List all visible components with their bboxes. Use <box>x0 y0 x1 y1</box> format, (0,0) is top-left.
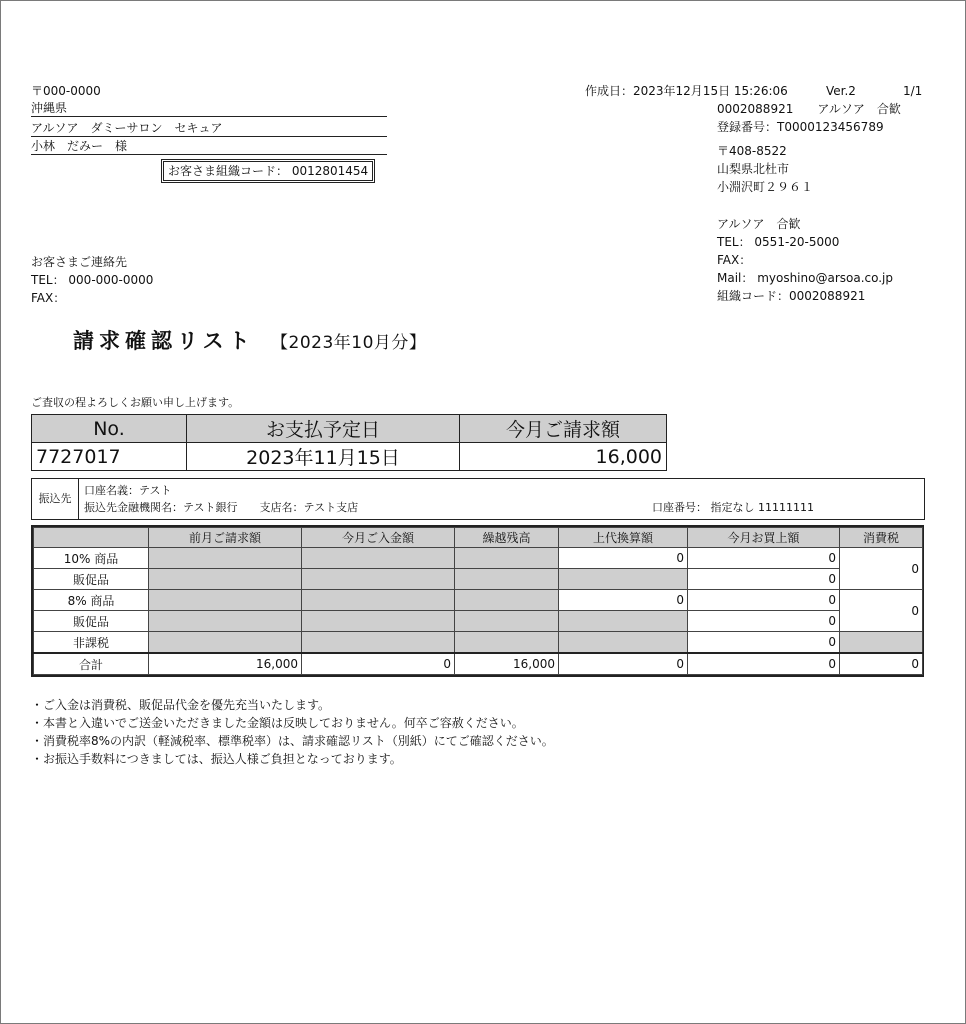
summary-header-due-date: お支払予定日 <box>187 415 460 443</box>
due-date: 2023年11月15日 <box>187 443 460 471</box>
header-retail-equivalent: 上代換算額 <box>559 528 688 548</box>
issuer-org-code: 組織コード：0002088921 <box>717 289 866 303</box>
row-label: 販促品 <box>34 611 149 632</box>
page-number: 1/1 <box>903 84 923 98</box>
invoice-number: 7727017 <box>32 443 187 471</box>
detail-table-wrapper <box>31 525 924 677</box>
purchases-cell: 0 <box>688 548 840 569</box>
note-line: ・本書と入違いでご送金いただきました金額は反映しておりません。何卒ご容赦ください。 <box>31 716 524 730</box>
retail-equivalent-cell <box>559 611 688 632</box>
header-purchases: 今月お買上額 <box>688 528 840 548</box>
version: Ver.2 <box>826 84 856 98</box>
table-row <box>34 569 923 590</box>
retail-equivalent-cell: 0 <box>559 590 688 611</box>
table-row <box>34 632 923 654</box>
purchases-cell: 0 <box>688 590 840 611</box>
total-label: 合計 <box>34 653 149 675</box>
contact-fax: FAX： <box>31 291 66 305</box>
header-prev-billing: 前月ご請求額 <box>149 528 302 548</box>
total-row <box>34 653 923 675</box>
header-tax: 消費税 <box>840 528 923 548</box>
tax-10-cell: 0 <box>840 548 923 590</box>
table-row <box>34 548 923 569</box>
total-prev-billing: 16,000 <box>149 653 302 675</box>
retail-equivalent-cell: 0 <box>559 548 688 569</box>
registration-number: 登録番号：T0000123456789 <box>717 120 884 134</box>
total-tax: 0 <box>840 653 923 675</box>
issuer-id: 0002088921 アルソア 合歓 <box>717 102 901 116</box>
issuer-name: アルソア 合歓 <box>717 217 801 231</box>
summary-header-amount: 今月ご請求額 <box>460 415 667 443</box>
bank-label: 振込先 <box>32 479 79 519</box>
bank-info <box>31 478 925 520</box>
contact-title: お客さまご連絡先 <box>31 255 128 269</box>
recipient-prefecture: 沖縄県 <box>31 100 387 117</box>
total-carryover: 16,000 <box>455 653 559 675</box>
note-line: ・ご入金は消費税、販促品代金を優先充当いたします。 <box>31 698 331 712</box>
total-payment: 0 <box>302 653 455 675</box>
summary-table <box>31 414 667 471</box>
total-retail-equivalent: 0 <box>559 653 688 675</box>
tax-8-cell: 0 <box>840 590 923 632</box>
customer-org-code: お客さま組織コード： 0012801454 <box>163 161 373 181</box>
retail-equivalent-cell <box>559 569 688 590</box>
document-title: 請求確認リスト <box>73 329 255 353</box>
detail-header-row <box>34 528 923 548</box>
row-label: 10% 商品 <box>34 548 149 569</box>
row-label: 8% 商品 <box>34 590 149 611</box>
summary-header-no: No. <box>32 415 187 443</box>
contact-tel: TEL： 000-000-0000 <box>31 273 154 287</box>
purchases-cell: 0 <box>688 632 840 654</box>
header-payment: 今月ご入金額 <box>302 528 455 548</box>
recipient-salon-name: アルソア ダミーサロン セキュア <box>31 120 387 137</box>
account-holder: 口座名義：テスト <box>84 484 172 497</box>
row-label: 非課税 <box>34 632 149 654</box>
billing-period: 【2023年10月分】 <box>271 333 427 353</box>
total-purchases: 0 <box>688 653 840 675</box>
table-row <box>34 611 923 632</box>
note-line: ・消費税率8%の内訳（軽減税率、標準税率）は、請求確認リスト（別紙）にてご確認ください。 <box>31 734 554 748</box>
notes <box>31 696 554 768</box>
note-line: ・お振込手数料につきましては、振込人様ご負担となっております。 <box>31 752 402 766</box>
issuer-mail: Mail： myoshino@arsoa.co.jp <box>717 271 894 285</box>
issuer-address-2: 小淵沢町２９６１ <box>717 180 814 194</box>
greeting: ご査収の程よろしくお願い申し上げます。 <box>31 396 240 409</box>
created-date: 作成日：2023年12月15日 15:26:06 <box>585 84 788 98</box>
purchases-cell: 0 <box>688 611 840 632</box>
header-carryover: 繰越残高 <box>455 528 559 548</box>
billing-amount: 16,000 <box>460 443 667 471</box>
issuer-fax: FAX： <box>717 253 752 267</box>
header-blank <box>34 528 149 548</box>
recipient-person: 小林 だみー 様 <box>31 138 387 155</box>
issuer-address-1: 山梨県北杜市 <box>717 162 790 176</box>
row-label: 販促品 <box>34 569 149 590</box>
account-number: 口座番号： 指定なし 11111111 <box>652 501 814 514</box>
table-row <box>34 590 923 611</box>
issuer-postal: 〒408-8522 <box>717 144 787 158</box>
purchases-cell: 0 <box>688 569 840 590</box>
recipient-postal: 〒000-0000 <box>31 84 101 98</box>
issuer-tel: TEL： 0551-20-5000 <box>717 235 840 249</box>
retail-equivalent-cell <box>559 632 688 654</box>
detail-table <box>33 527 923 675</box>
bank-name: 振込先金融機関名：テスト銀行 支店名：テスト支店 <box>84 501 359 514</box>
